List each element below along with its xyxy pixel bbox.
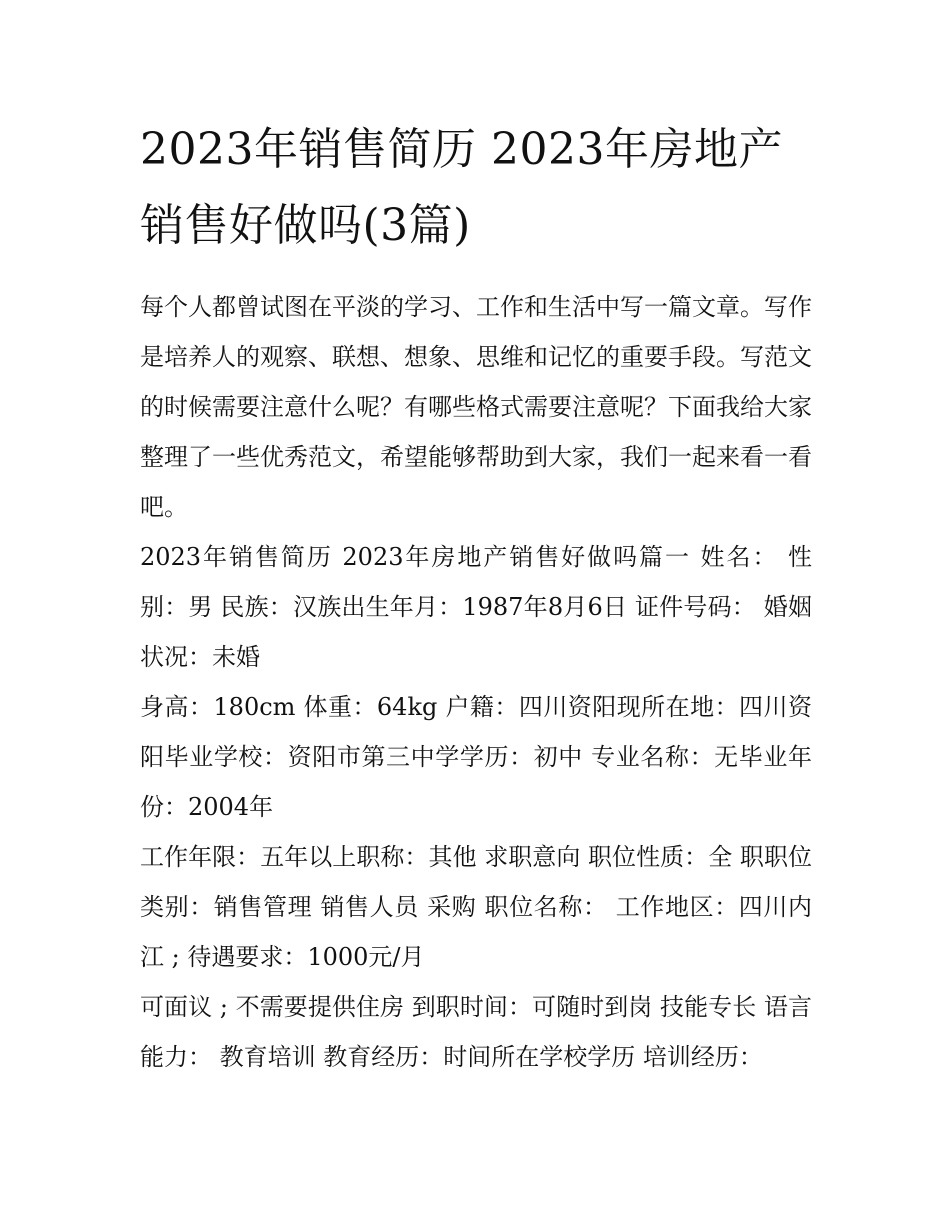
resume-paragraph-basic-info: 2023年销售简历 2023年房地产销售好做吗篇一 姓名： 性别：男 民族：汉族出生年月：1987年8月6日 证件号码： 婚姻状况：未婚 bbox=[140, 543, 812, 671]
document-title: 2023年销售简历 2023年房地产销售好做吗(3篇) bbox=[140, 124, 783, 251]
document-page bbox=[140, 112, 812, 1082]
resume-paragraph-skills: 可面议 ; 不需要提供住房 到职时间：可随时到岗 技能专长 语言能力： 教育培训 教育经历：时间所在学校学历 培训经历： bbox=[140, 993, 812, 1071]
resume-paragraph-education: 身高：180cm 体重：64kg 户籍：四川资阳现所在地：四川资阳毕业学校：资阳市第三中学学历：初中 专业名称：无毕业年份：2004年 bbox=[140, 693, 812, 821]
intro-paragraph: 每个人都曾试图在平淡的学习、工作和生活中写一篇文章。写作是培养人的观察、联想、想象、思维和记忆的重要手段。写范文的时候需要注意什么呢？有哪些格式需要注意呢？下面我给大家整理了一些优秀范文，希望能够帮助到大家，我们一起来看一看吧。 bbox=[140, 293, 812, 521]
resume-paragraph-job-intent: 工作年限：五年以上职称：其他 求职意向 职位性质：全 职职位类别：销售管理 销售人员 采购 职位名称： 工作地区：四川内江 ; 待遇要求：1000元/月 bbox=[140, 843, 812, 971]
